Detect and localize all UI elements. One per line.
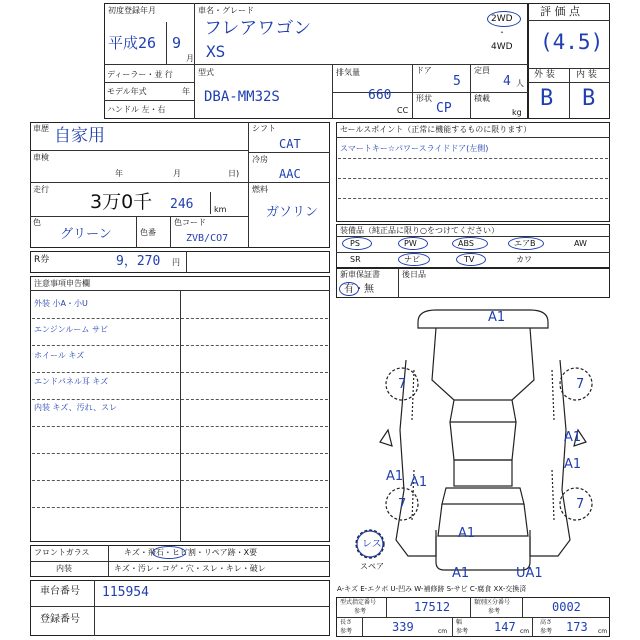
equip-tv: TV	[464, 255, 475, 264]
spare-label: スペア	[360, 562, 384, 571]
color-label: 色	[33, 218, 41, 227]
note-line-2: エンジンルーム サビ	[34, 325, 108, 334]
car-grade-label: 車名・グレード	[198, 6, 254, 15]
equip-aw: AW	[574, 239, 587, 248]
fuel-value: ガソリン	[266, 205, 319, 220]
reg-label: 登録番号	[40, 614, 80, 625]
equip-abs: ABS	[458, 239, 474, 248]
displacement: 660	[368, 88, 392, 103]
usage-label: 車歴	[33, 124, 49, 133]
damage-mark-side-l1: A1	[386, 469, 404, 484]
equip-ps: PS	[350, 239, 360, 248]
yen-unit: 円	[172, 258, 180, 267]
capacity: 4	[503, 74, 511, 89]
notes-title: 注意事項申告欄	[34, 279, 90, 288]
model-year-label: モデル年式	[107, 87, 147, 96]
damage-wheel-fr: 7	[576, 377, 585, 392]
sales-title: セールスポイント（正常に機能するものに限ります）	[340, 125, 532, 134]
damage-mark-rear-glass: A1	[458, 526, 476, 541]
spec-model-label: 型式指定番号	[340, 599, 377, 606]
header-box	[104, 3, 528, 119]
warranty-circle	[339, 282, 359, 296]
spec-width-label: 幅	[456, 619, 463, 626]
equip-airbag: エアB	[514, 239, 536, 248]
damage-mark-front: A1	[488, 310, 506, 325]
spec-height-sub: 参考	[540, 628, 553, 635]
recycle-value: 9，270	[116, 254, 161, 269]
rating-label: 評 価 点	[540, 5, 580, 18]
color-code-label: 色コード	[174, 218, 206, 227]
fuel-label: 燃料	[252, 185, 268, 194]
drive-4wd: 4WD	[491, 42, 513, 52]
load-label: 積載	[474, 94, 490, 103]
mileage-label: 走行	[33, 185, 49, 194]
damage-mark-side-r2: A1	[564, 457, 582, 472]
displacement-label: 排気量	[336, 68, 360, 77]
handle-label: ハンドル 左・右	[107, 105, 166, 114]
spec-class-number: 0002	[552, 600, 581, 614]
interior-grade: B	[582, 86, 596, 111]
month-unit: 月	[186, 54, 194, 63]
stone-chip-circle	[152, 546, 186, 559]
model-year-unit: 年	[182, 87, 190, 96]
ac-value: AAC	[279, 167, 301, 181]
equip-pw: PW	[404, 239, 417, 248]
note-line-4: エンドパネル耳 キズ	[34, 377, 109, 386]
spec-height-unit: cm	[598, 628, 608, 635]
chassis-label: 車台番号	[40, 586, 80, 597]
mileage-num: 246	[170, 197, 194, 212]
car-grade: XS	[206, 42, 226, 61]
note-line-1: 外装 小A・小U	[34, 299, 88, 308]
equip-navi: ナビ	[404, 255, 420, 264]
spec-class-label: 類別区分番号	[474, 599, 511, 606]
retrofit-label: 後日品	[402, 270, 426, 279]
equip-title: 装備品（純正品に限り○をつけてください）	[340, 226, 499, 235]
color-num-label: 色番	[140, 228, 156, 237]
spec-height-label: 高さ	[540, 619, 553, 626]
spec-width-unit: cm	[520, 628, 530, 635]
note-line-3: ホイール キズ	[34, 351, 85, 360]
front-glass-items: キズ・飛石・ヒビ割・リペア跡・X要	[124, 548, 258, 557]
drive-dot: ・	[498, 28, 506, 37]
tv-circle	[456, 253, 486, 266]
spec-width-sub: 参考	[456, 628, 469, 635]
exterior-label: 外 装	[534, 70, 555, 80]
damage-wheel-rr: 7	[576, 497, 585, 512]
model-label: 型式	[198, 68, 214, 77]
capacity-unit: 人	[516, 79, 524, 88]
spec-model-number: 17512	[414, 600, 451, 614]
abs-circle	[452, 237, 488, 250]
ps-circle	[342, 237, 372, 250]
car-name: フレアワゴン	[204, 18, 312, 39]
shape: CP	[436, 101, 452, 116]
spare-mark: レス	[362, 539, 382, 550]
spec-height: 173	[566, 620, 588, 634]
sales-text: スマートキー☆パワースライドドア(左側)	[340, 144, 489, 153]
recycle-box	[30, 251, 330, 273]
model-code: DBA-MM32S	[204, 89, 280, 105]
interior-glass-label: 内装	[56, 564, 72, 573]
equip-leather: カワ	[516, 255, 532, 264]
drive-2wd: 2WD	[491, 14, 513, 24]
damage-mark-side-l2: A1	[410, 475, 428, 490]
cc-unit: CC	[397, 106, 409, 115]
capacity-label: 定員	[474, 66, 490, 75]
warranty-label: 新車保証書	[340, 270, 380, 279]
damage-mark-rear-right: UA1	[516, 566, 543, 581]
door-label: ドア	[416, 66, 432, 75]
doors: 5	[453, 74, 461, 89]
kg-unit: kg	[512, 108, 522, 117]
km-unit: km	[214, 205, 227, 214]
inspection-label: 車検	[33, 153, 49, 162]
spec-length-label: 長さ	[340, 619, 353, 626]
first-reg-month: 9	[172, 34, 182, 52]
dealer-label: ディーラー・並 行	[107, 70, 173, 79]
shift-label: シフト	[252, 124, 276, 133]
shift-value: CAT	[279, 137, 301, 151]
spec-length-sub: 参考	[340, 628, 353, 635]
color-value: グリーン	[60, 227, 112, 242]
first-reg-label: 初度登録年月	[108, 6, 156, 15]
first-reg-year: 平成26	[108, 34, 157, 52]
usage: 自家用	[54, 126, 105, 146]
inspection-year-unit: 年	[115, 169, 123, 178]
front-glass-label: フロントガラス	[34, 548, 90, 557]
interior-glass-items: キズ・汚レ・コゲ・穴・スレ・キレ・破レ	[114, 564, 266, 573]
mileage-hand: 3万0千	[90, 191, 153, 213]
damage-mark-rear-left: A1	[452, 566, 470, 581]
damage-legend: A-キズ E-エクボ U-凹み W-補修跡 S-サビ C-腐食 XX-交換済	[337, 585, 527, 593]
exterior-grade: B	[540, 86, 554, 111]
spec-length: 339	[392, 620, 414, 634]
color-code: ZVB/CO7	[186, 233, 229, 244]
damage-wheel-fl: 7	[398, 377, 407, 392]
ac-label: 冷房	[252, 155, 268, 164]
damage-wheel-rl: 7	[398, 497, 407, 512]
pw-circle	[398, 237, 428, 250]
warranty-value: 有・無	[344, 284, 374, 295]
damage-mark-side-r1: A1	[564, 430, 582, 445]
shape-label: 形状	[416, 94, 432, 103]
navi-circle	[398, 253, 430, 266]
airbag-circle	[508, 237, 544, 250]
inspection-day-unit: 日)	[228, 169, 240, 178]
recycle-label: R券	[34, 255, 50, 265]
chassis-number: 115954	[102, 585, 149, 600]
note-line-5: 内装 キズ、汚れ、スレ	[34, 403, 118, 412]
spec-class-sub: 参考	[488, 608, 501, 615]
interior-label: 内 装	[576, 70, 597, 80]
spec-model-sub: 参考	[354, 608, 367, 615]
spec-width: 147	[494, 620, 516, 634]
spec-length-unit: cm	[438, 628, 448, 635]
rating-value: (4.5)	[540, 30, 604, 54]
inspection-month-unit: 月	[173, 169, 181, 178]
equip-sr: SR	[350, 255, 361, 264]
